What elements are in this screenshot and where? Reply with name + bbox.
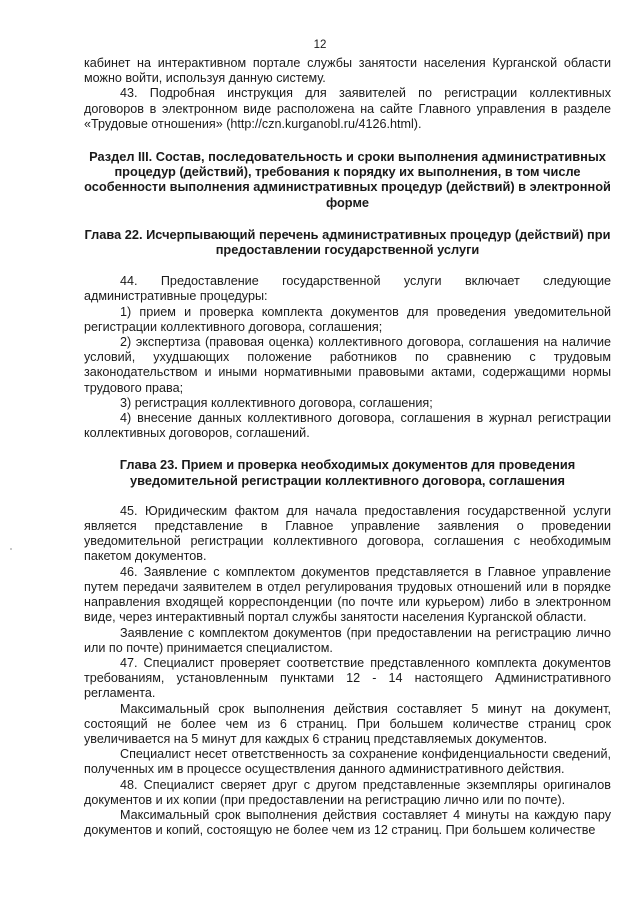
list-item-1: 1) прием и проверка комплекта документов для проведения уведомительной регистрации коллективного договора, соглашения; [84,304,611,334]
scan-speck [10,548,12,550]
section-3-heading: Раздел III. Состав, последовательность и сроки выполнения административных процедур (действий), требования к порядку их выполнения, в том числе особенности выполнения административных процедур (действий) в электронной форме [84,149,611,210]
paragraph-47-responsibility: Специалист несет ответственность за сохранение конфиденциальности сведений, полученных им в процессе осуществления данного административного действия. [84,747,611,777]
page-number: 12 [313,39,327,51]
list-item-2: 2) экспертиза (правовая оценка) коллективного договора, соглашения на наличие условий, ухудшающих положение работников по сравнению с трудовым законодательством и иными нормативными правовыми актами, содержащими нормы трудового права; [84,335,611,395]
paragraph-48-max-time: Максимальный срок выполнения действия составляет 4 минуты на каждую пару документов и копий, состоящую не более чем из 12 страниц. При большем количестве [84,807,611,838]
paragraph-47-max-time: Максимальный срок выполнения действия составляет 5 минут на документ, состоящий не более чем из 6 страниц. При большем количестве страниц срок увеличивается на 5 минут для каждых 6 страниц представляемых документов. [84,701,611,746]
document-body [84,56,611,838]
paragraph-46: 46. Заявление с комплектом документов представляется в Главное управление путем передачи заявителем в отдел регулирования трудовых отношений или в порядке направления входящей корреспонденции (по почте или курьером) либо в электронном виде, через интерактивный портал службы занятости населения Курганской области. [84,564,611,625]
paragraph-46-application: Заявление с комплектом документов (при предоставлении на регистрацию лично или по почте) принимается специалистом. [84,625,611,655]
chapter-23-heading: Глава 23. Прием и проверка необходимых документов для проведения уведомительной регистрации коллективного договора, соглашения [119,457,576,488]
paragraph-45: 45. Юридическим фактом для начала предоставления государственной услуги является представление в Главное управление заявления о проведении уведомительной регистрации коллективного договора, соглашения с необходимым пакетом документов. [84,503,611,564]
paragraph-continuation: кабинет на интерактивном портале службы занятости населения Курганской области можно войти, используя данную систему. [84,56,611,86]
paragraph-43: 43. Подробная инструкция для заявителей по регистрации коллективных договоров в электронном виде расположена на сайте Главного управления в разделе «Трудовые отношения» (http://czn.kurganobl.ru/4126.html). [84,86,611,131]
paragraph-44: 44. Предоставление государственной услуги включает следующие административные процедуры: [84,274,611,304]
list-item-4: 4) внесение данных коллективного договора, соглашения в журнал регистрации коллективных договоров, соглашений. [84,411,611,441]
list-item-3: 3) регистрация коллективного договора, соглашения; [120,395,433,410]
paragraph-47: 47. Специалист проверяет соответствие представленного комплекта документов требованиям, установленным пунктами 12 - 14 настоящего Административного регламента. [84,655,611,701]
paragraph-48: 48. Специалист сверяет друг с другом представленные экземпляры оригиналов документов и их копии (при предоставлении на регистрацию лично или по почте). [84,777,611,807]
chapter-22-heading: Глава 22. Исчерпывающий перечень административных процедур (действий) при предоставлении государственной услуги [84,226,611,258]
